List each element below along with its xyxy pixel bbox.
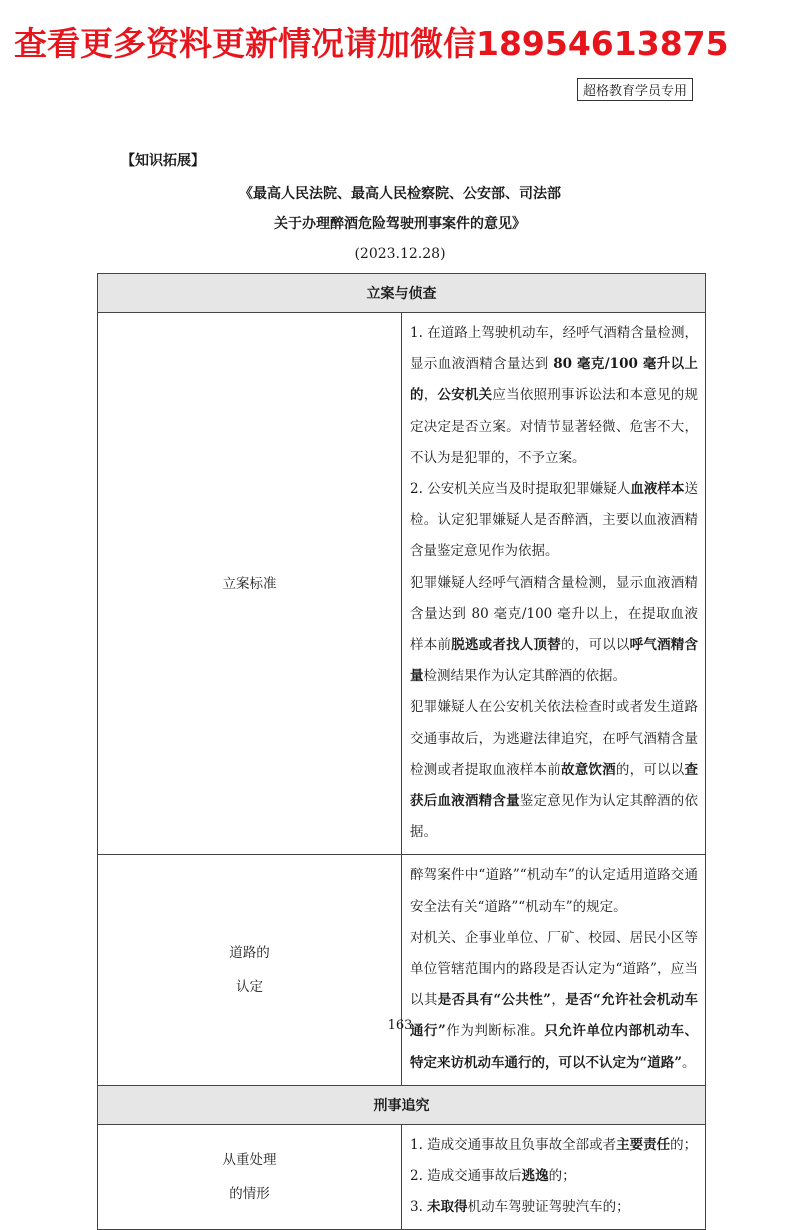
emphasis-text: 血液样本 (630, 481, 685, 498)
text-segment: 的，可以以 (615, 761, 685, 778)
label-line: 从重处理 (222, 1152, 277, 1169)
paragraph (410, 568, 698, 693)
row-content-filing-standard (402, 313, 706, 855)
emphasis-text: 公安机关 (437, 387, 493, 404)
emphasis-text: 查获后血液酒精含量 (410, 761, 699, 810)
section-tag: 【知识拓展】 (121, 153, 205, 169)
text-segment: 的； (548, 1168, 576, 1185)
text-segment: 1. 在道路上驾驶机动车，经呼气酒精含量检测，显示血液酒精含量达到 (410, 325, 698, 373)
row-content-aggravating (402, 1124, 706, 1230)
table-row (98, 1124, 706, 1230)
table-row (98, 313, 706, 855)
section-header-prosecution: 刑事追究 (98, 1085, 706, 1124)
section-header-row (98, 1085, 706, 1124)
text-segment: ， (423, 387, 438, 404)
paragraph (410, 1130, 698, 1161)
document-title-line1: 《最高人民法院、最高人民检察院、公安部、司法部 (239, 186, 561, 202)
document-date: (2023.12.28) (354, 246, 446, 262)
paragraph (410, 860, 698, 922)
paragraph (410, 318, 698, 474)
emphasis-text: 主要责任 (616, 1136, 671, 1153)
text-segment: 检测结果作为认定其醉酒的依据。 (423, 668, 626, 685)
text-segment: 犯罪嫌疑人经呼气酒精含量检测，显示血液酒精含量达到 80 毫克/100 毫升以上，在提取血液样本前 (410, 574, 698, 654)
paragraph (410, 1161, 698, 1192)
section-header-filing: 立案与侦查 (98, 274, 706, 313)
paragraph (410, 692, 698, 848)
emphasis-text: 只允许单位内部机动车、特定来访机动车通行的，可以不认定为“道路” (410, 1023, 699, 1071)
emphasis-text: 未取得 (427, 1199, 468, 1216)
emphasis-text: 80 毫克/100 毫升以上的 (410, 356, 698, 404)
watermark-contact-banner: 查看更多资料更新情况请加微信18954613875 (14, 24, 729, 63)
text-segment: 2. 公安机关应当及时提取犯罪嫌疑人 (410, 481, 631, 498)
emphasis-text: 呼气酒精含量 (410, 637, 699, 685)
paragraph (410, 474, 698, 568)
row-label-road-definition (98, 855, 402, 1085)
table-row (98, 855, 706, 1085)
label-line: 认定 (236, 979, 263, 996)
user-badge: 超格教育学员专用 (577, 78, 693, 101)
text-segment: 的，可以以 (561, 637, 630, 654)
text-segment: ， (550, 992, 566, 1009)
section-header-row (98, 274, 706, 313)
text-segment: 作为判断标准。 (445, 1023, 545, 1040)
emphasis-text: 是否“允许社会机动车通行” (410, 992, 698, 1040)
emphasis-text: 脱逃或者找人顶替 (451, 637, 561, 654)
text-segment: 1. 造成交通事故且负事故全部或者 (410, 1136, 617, 1153)
document-title-line2: 关于办理醉酒危险驾驶刑事案件的意见》 (274, 216, 526, 232)
label-line: 的情形 (229, 1186, 270, 1203)
page-number: 163 (387, 1018, 413, 1033)
text-segment: 机动车驾驶证驾驶汽车的； (467, 1199, 630, 1216)
text-segment: 。 (682, 1054, 696, 1071)
text-segment: 应当依照刑事诉讼法和本意见的规定决定是否立案。对情节显著轻微、危害不大，不认为是犯罪的，不予立案。 (410, 387, 699, 466)
emphasis-text: 是否具有“公共性” (437, 992, 551, 1009)
text-segment: 2. 造成交通事故后 (410, 1168, 522, 1185)
text-segment: 3. (410, 1199, 428, 1216)
emphasis-text: 逃逸 (521, 1168, 549, 1185)
row-label-aggravating (98, 1124, 402, 1230)
row-content-road-definition (402, 855, 706, 1085)
text-segment: 犯罪嫌疑人在公安机关依法检查时或者发生道路交通事故后，为逃避法律追究，在呼气酒精含量检测或者提取血液样本前 (410, 699, 698, 778)
paragraph (410, 1192, 698, 1223)
text-segment: 送检。认定犯罪嫌疑人是否醉酒，主要以血液酒精含量鉴定意见作为依据。 (410, 481, 699, 560)
emphasis-text: 故意饮酒 (560, 761, 616, 778)
text-segment: 醉驾案件中“道路”“机动车”的认定适用道路交通安全法有关“道路”“机动车”的规定。 (410, 867, 698, 915)
row-label-filing-standard: 立案标准 (98, 313, 402, 855)
text-segment: 对机关、企事业单位、厂矿、校园、居民小区等单位管辖范围内的路段是否认定为“道路”，应当以其 (410, 929, 698, 1009)
opinion-table (97, 273, 706, 1230)
label-line: 道路的 (229, 945, 270, 962)
text-segment: 的； (670, 1136, 698, 1153)
paragraph (410, 923, 698, 1079)
text-segment: 鉴定意见作为认定其醉酒的依据。 (410, 793, 699, 841)
